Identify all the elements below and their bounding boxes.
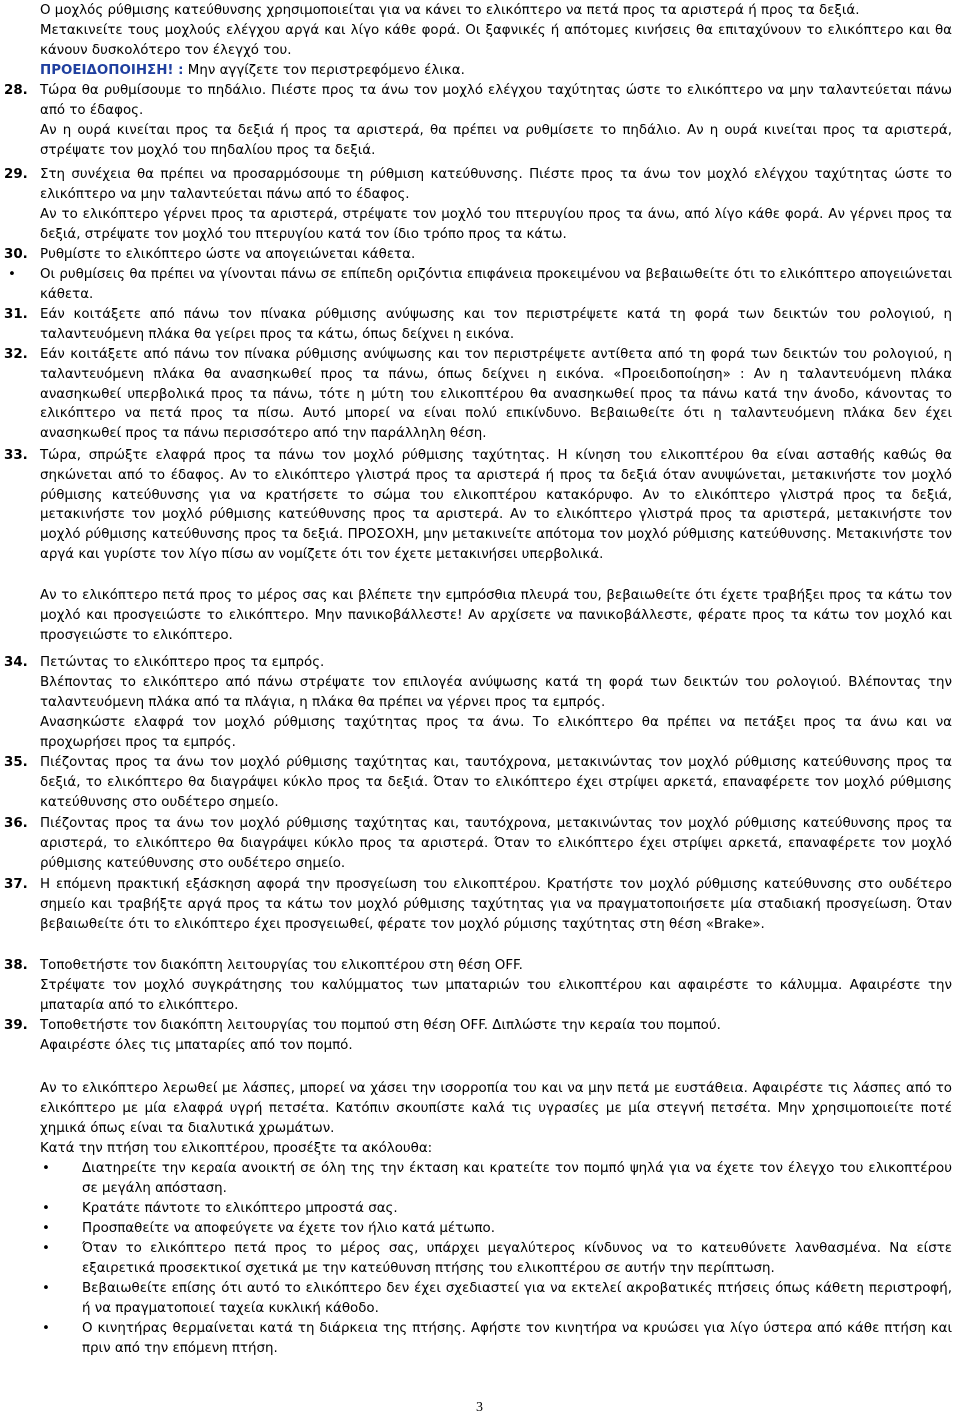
step-number: 28.	[4, 83, 28, 98]
step-text: Η επόμενη πρακτική εξάσκηση αφορά την προσγείωση του ελικοπτέρου. Κρατήστε τον μοχλό ρύθμισης κατεύθυνσης στο ουδέτερο σημείο και τραβήξτε αργά προς τα κάτω τον μοχλό ρύθμισης ταχύτητας για να πραγματοποιήσετε μία σταδιακή προσγείωση. Όταν βεβαιωθείτε ότι το ελικόπτερο έχει προσγειωθεί, φέρατε τον μοχλό ρύμισης ταχύτητας στη θέση «Brake».	[40, 877, 952, 932]
step-extra-2: Ανασηκώστε ελαφρά τον μοχλό ρύθμισης ταχύτητας προς τα άνω. Το ελικόπτερο θα πρέπει να πετάξει προς τα άνω και να προχωρήσει προς τα εμπρός.	[40, 715, 952, 750]
step-text: Πιέζοντας προς τα άνω τον μοχλό ρύθμισης ταχύτητας και, ταυτόχρονα, μετακινώντας τον μοχλό ρύθμισης κατεύθυνσης προς τα αριστερά, το ελικόπτερο θα διαγράψει κύκλο προς τα αριστερά. Όταν το ελικόπτερο έχει στρίψει αρκετά, επαναφέρετε τον μοχλό ρύθμισης κατεύθυνσης στο ουδέτερο σημείο.	[40, 816, 952, 871]
step-text: Πιέζοντας προς τα άνω τον μοχλό ρύθμισης ταχύτητας και, ταυτόχρονα, μετακινώντας τον μοχλό ρύθμισης κατεύθυνσης προς τα δεξιά, το ελικόπτερο θα διαγράψει κύκλο προς τα δεξιά. Όταν το ελικόπτερο έχει στρίψει αρκετά, επαναφέρετε τον μοχλό ρύθμισης κατεύθυνσης στο ουδέτερο σημείο.	[40, 755, 952, 810]
bullet-icon: •	[8, 267, 16, 282]
step-number: 35.	[4, 755, 28, 770]
step-text: Τοποθετήστε τον διακόπτη λειτουργίας του πομπού στη θέση OFF. Διπλώστε την κεραία του πομπού.	[40, 1018, 721, 1033]
bullet-text: Οι ρυθμίσεις θα πρέπει να γίνονται πάνω σε επίπεδη οριζόντια επιφάνεια προκειμένου να βεβαιωθείτε ότι το ελικόπτερο απογειώνεται κάθετα.	[40, 267, 952, 302]
bullet-icon: •	[42, 1161, 50, 1176]
step-text: Πετώντας το ελικόπτερο προς τα εμπρός.	[40, 655, 325, 670]
step-number: 34.	[4, 655, 28, 670]
step-number: 38.	[4, 958, 28, 973]
step-number: 33.	[4, 448, 28, 463]
intro-paragraph-2	[40, 21, 952, 80]
warning-label: ΠΡΟΕΙΔΟΠΟΙΗΣΗ! :	[40, 62, 184, 78]
step-text: Τοποθετήστε τον διακόπτη λειτουργίας του ελικοπτέρου στη θέση OFF.	[40, 958, 523, 973]
bullet-text: Ο κινητήρας θερμαίνεται κατά τη διάρκεια της πτήσης. Αφήστε τον κινητήρα να κρυώσει για λίγο ύστερα από κάθε πτήση και πριν από την επόμενη πτήση.	[82, 1321, 952, 1356]
bullet-text: Προσπαθείτε να αποφεύγετε να έχετε τον ήλιο κατά μέτωπο.	[82, 1221, 495, 1236]
bullet-icon: •	[42, 1241, 50, 1256]
intro-text: Μετακινείτε τους μοχλούς ελέγχου αργά και λίγο κάθε φορά. Οι ξαφνικές ή απότομες κινήσεις θα επιταχύνουν το ελικόπτερο και θα κάνουν δυσκολότερο τον έλεγχό του.	[40, 23, 952, 58]
step-number: 30.	[4, 247, 28, 262]
step-number: 39.	[4, 1018, 28, 1033]
step-number: 36.	[4, 816, 28, 831]
warning-text: Μην αγγίζετε τον περιστρεφόμενο έλικα.	[183, 62, 465, 78]
page-number: 3	[476, 1400, 483, 1415]
step-text: Ρυθμίστε το ελικόπτερο ώστε να απογειώνεται κάθετα.	[40, 247, 416, 262]
care-intro: Κατά την πτήση του ελικοπτέρου, προσέξτε τα ακόλουθα:	[40, 1141, 433, 1156]
step-number: 37.	[4, 877, 28, 892]
step-number: 32.	[4, 347, 28, 362]
step-extra: Αν το ελικόπτερο πετά προς το μέρος σας και βλέπετε την εμπρόσθια πλευρά του, βεβαιωθείτε ότι έχετε τραβήξει προς τα κάτω τον μοχλό και προσγειώστε το ελικόπτερο. Μην πανικοβάλλεστε! Αν αρχίσετε να πανικοβάλλεστε, φέρατε προς τα κάτω τον μοχλό και προσγειώστε το ελικόπτερο.	[40, 588, 952, 643]
step-extra: Αφαιρέστε όλες τις μπαταρίες από τον πομπό.	[40, 1038, 353, 1053]
bullet-icon: •	[42, 1201, 50, 1216]
step-number: 29.	[4, 167, 28, 182]
step-number: 31.	[4, 307, 28, 322]
step-text: Τώρα, σπρώξτε ελαφρά προς τα πάνω τον μοχλό ρύθμισης ταχύτητας. Η κίνηση του ελικοπτέρου θα είναι ασταθής καθώς θα σηκώνεται από το έδαφος. Αν το ελικόπτερο γλιστρά προς τα αριστερά ή προς τα δεξιά όταν ανυψώνεται, μετακινήστε τον μοχλό ρύθμισης κατεύθυνσης για να κρατήσετε το σώμα του ελικοπτέρου κατακόρυφο. Αν το ελικόπτερο γλιστρά προς τα δεξιά, μετακινήστε τον μοχλό ρύθμισης κατεύθυνσης προς τα αριστερά. Αν το ελικόπτερο γλιστρά προς τα αριστερά, μετακινήστε τον μοχλό ρύθμισης κατεύθυνσης προς τα δεξιά. ΠΡΟΣΟΧΗ, μην μετακινείτε απότομα τον μοχλό ρύθμισης κατεύθυνσης. Μετακινήστε τον αργά και γυρίστε τον λίγο πίσω αν νομίζετε ότι τον έχετε μετακινήσει υπερβολικά.	[40, 448, 952, 562]
step-extra: Στρέψατε τον μοχλό συγκράτησης του καλύμματος των μπαταριών του ελικοπτέρου και αφαιρέστε το κάλυμμα. Αφαιρέστε την μπαταρία από το ελικόπτερο.	[40, 978, 952, 1013]
intro-paragraph: Ο μοχλός ρύθμισης κατεύθυνσης χρησιμοποιείται για να κάνει το ελικόπτερο να πετά προς τα αριστερά ή προς τα δεξιά.	[40, 3, 860, 18]
step-text: Εάν κοιτάξετε από πάνω τον πίνακα ρύθμισης ανύψωσης και τον περιστρέψετε κατά τη φορά των δεικτών του ρολογιού, η ταλαντευόμενη πλάκα θα γείρει προς τα κάτω, όπως δείχνει η εικόνα.	[40, 307, 952, 342]
step-text: Στη συνέχεια θα πρέπει να προσαρμόσουμε τη ρύθμιση κατεύθυνσης. Πιέστε προς τα άνω τον μοχλό ελέγχου ταχύτητας ώστε το ελικόπτερο να μην ταλαντεύεται πάνω από το έδαφος.	[40, 167, 952, 202]
step-extra: Αν το ελικόπτερο γέρνει προς τα αριστερά, στρέψατε τον μοχλό του πτερυγίου προς τα άνω, από λίγο κάθε φορά. Αν γέρνει προς τα δεξιά, στρέψατε τον μοχλό του πτερυγίου κατά τον ίδιο τρόπο προς τα κάτω.	[40, 207, 952, 242]
step-extra: Αν η ουρά κινείται προς τα δεξιά ή προς τα αριστερά, θα πρέπει να ρυθμίσετε το πηδάλιο. Αν η ουρά κινείται προς τα αριστερά, στρέψατε τον μοχλό του πηδαλίου προς τα δεξιά.	[40, 123, 952, 158]
bullet-icon: •	[42, 1321, 50, 1336]
care-paragraph: Αν το ελικόπτερο λερωθεί με λάσπες, μπορεί να χάσει την ισορροπία του και να μην πετά με ευστάθεια. Αφαιρέστε τις λάσπες από το ελικόπτερο με μία ελαφρά υγρή πετσέτα. Κατόπιν σκουπίστε καλά τις υγρασίες με μία στεγνή πετσέτα. Μην χρησιμοποιείτε ποτέ χημικά όπως είναι τα διαλυτικά χρωμάτων.	[40, 1081, 952, 1136]
bullet-icon: •	[42, 1281, 50, 1296]
bullet-text: Όταν το ελικόπτερο πετά προς το μέρος σας, υπάρχει μεγαλύτερος κίνδυνος να το κατευθύνετε λανθασμένα. Να είστε εξαιρετικά προσεκτικοί σχετικά με την κατεύθυνση πτήσης του ελικοπτέρου σε αυτήν την περίπτωση.	[82, 1241, 952, 1276]
step-text: Τώρα θα ρυθμίσουμε το πηδάλιο. Πιέστε προς τα άνω τον μοχλό ελέγχου ταχύτητας ώστε το ελικόπτερο να μην ταλαντεύεται πάνω από το έδαφος.	[40, 83, 952, 118]
bullet-text: Βεβαιωθείτε επίσης ότι αυτό το ελικόπτερο δεν έχει σχεδιαστεί για να εκτελεί ακροβατικές πτήσεις όπως κάθετη περιστροφή, ή να πραγματοποιεί ταχεία κυκλική κάθοδο.	[82, 1281, 952, 1316]
step-text: Εάν κοιτάξετε από πάνω τον πίνακα ρύθμισης ανύψωσης και τον περιστρέψετε αντίθετα από τη φορά των δεικτών του ρολογιού, η ταλαντευόμενη πλάκα θα ανασηκωθεί προς τα πάνω, όπως δείχνει η εικόνα. «Προειδοποίηση» : Αν η ταλαντευόμενη πλάκα ανασηκωθεί υπερβολικά προς τα πάνω, τότε η μύτη του ελικοπτέρου θα ανασηκωθεί προς τα πάνω κατά την άνοδο, κάνοντας το ελικόπτερο να πετά προς τα πίσω. Αυτό μπορεί να είναι πολύ επικίνδυνο. Βεβαιωθείτε ότι η ταλαντευόμενη πλάκα δεν έχει ανασηκωθεί προς τα πάνω περισσότερο από την παράλληλη θέση.	[40, 347, 952, 442]
step-extra: Βλέποντας το ελικόπτερο από πάνω στρέψατε τον επιλογέα ανύψωσης κατά τη φορά των δεικτών του ρολογιού. Βλέποντας την ταλαντευόμενη πλάκα από τα πλάγια, η πλάκα θα πρέπει να γέρνει προς τα εμπρός.	[40, 675, 952, 710]
bullet-text: Κρατάτε πάντοτε το ελικόπτερο μπροστά σας.	[82, 1201, 398, 1216]
bullet-icon: •	[42, 1221, 50, 1236]
bullet-text: Διατηρείτε την κεραία ανοικτή σε όλη της την έκταση και κρατείτε τον πομπό ψηλά για να έχετε τον έλεγχο του ελικοπτέρου σε μεγάλη απόσταση.	[82, 1161, 952, 1196]
